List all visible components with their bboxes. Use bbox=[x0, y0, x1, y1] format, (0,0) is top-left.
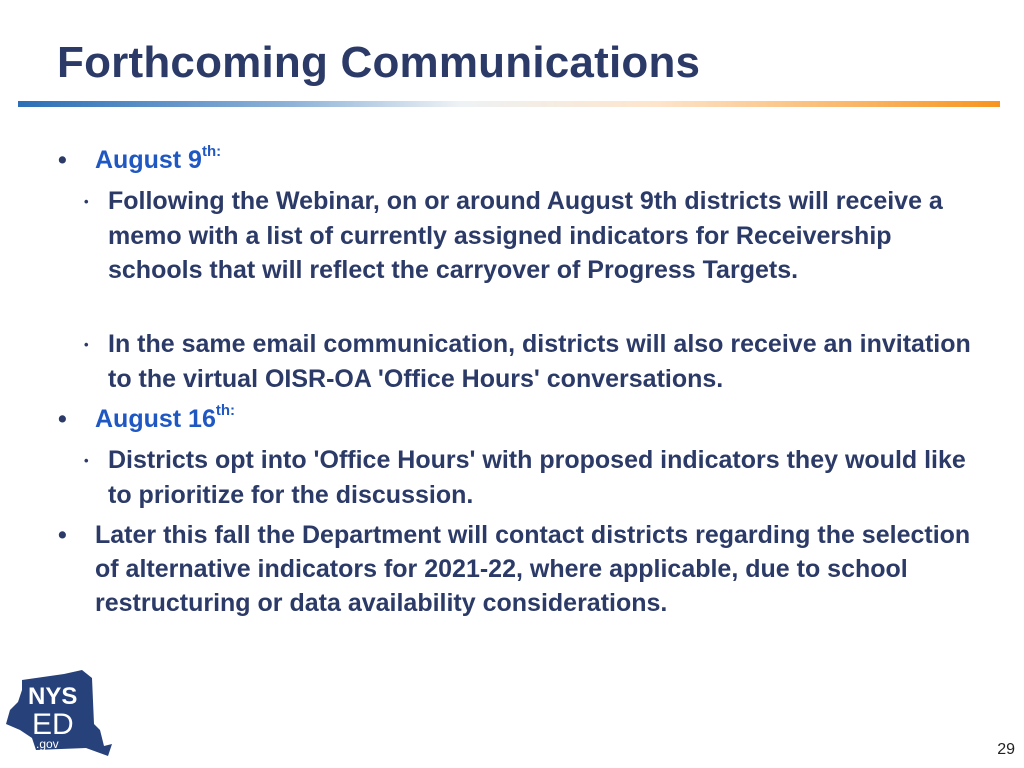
sub-bullet-dot: • bbox=[84, 337, 89, 352]
aug9-date: August 9 bbox=[95, 146, 202, 174]
bullet-later-this-fall bbox=[58, 518, 975, 620]
later-item: Later this fall the Department will contact districts regarding the selection of alternative indicators for 2021-22, where applicable, due to school restructuring or data availability considerations. bbox=[95, 521, 971, 617]
aug16-item1: Districts opt into 'Office Hours' with proposed indicators they would like to prioritize for the discussion. bbox=[108, 446, 966, 509]
aug16-date: August 16 bbox=[95, 405, 216, 433]
slide-title: Forthcoming Communications bbox=[57, 38, 701, 87]
sub-bullet-aug9-invite bbox=[84, 327, 978, 396]
nysed-logo bbox=[2, 668, 112, 760]
sub-bullet-dot: • bbox=[84, 453, 89, 468]
bullet-aug16 bbox=[58, 402, 975, 436]
aug16-sup: th: bbox=[215, 402, 236, 419]
page-number: 29 bbox=[997, 741, 1015, 758]
sub-bullet-aug9-memo bbox=[84, 184, 978, 288]
bullet-dot: • bbox=[58, 521, 67, 549]
title-divider bbox=[18, 101, 1000, 107]
aug9-item1: Following the Webinar, on or around August 9th districts will receive a memo with a list of currently assigned indicators for Receivership schools that will reflect the carryover of Progress Targets. bbox=[108, 187, 943, 284]
bullet-dot: • bbox=[58, 405, 67, 433]
logo-nys-text: NYS bbox=[28, 683, 78, 710]
aug9-item2: In the same email communication, districts will also receive an invitation to the virtual OISR-OA 'Office Hours' conversations. bbox=[108, 330, 971, 393]
sub-bullet-aug16-opt-in bbox=[84, 443, 978, 512]
logo-ed-text: ED bbox=[32, 708, 74, 741]
sub-bullet-dot: • bbox=[84, 194, 89, 209]
aug9-sup: th: bbox=[201, 143, 222, 160]
bullet-aug9 bbox=[58, 143, 975, 177]
bullet-dot: • bbox=[58, 146, 67, 174]
logo-gov-text: .gov bbox=[36, 737, 59, 751]
